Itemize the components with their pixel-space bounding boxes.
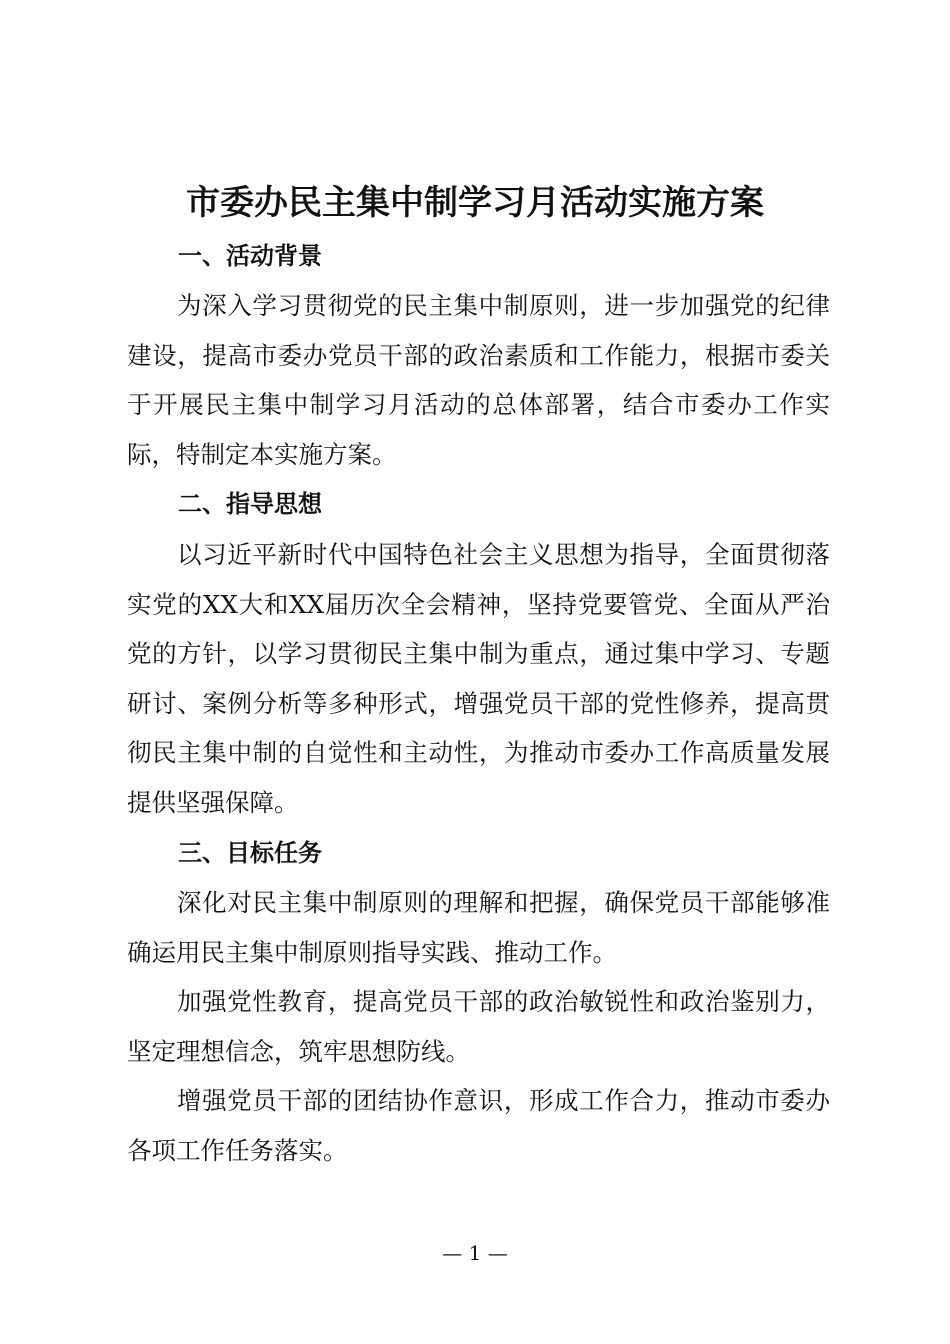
paragraph-background: 为深入学习贯彻党的民主集中制原则，进一步加强党的纪律建设，提高市委办党员干部的政治素质和工作能力，根据市委关于开展民主集中制学习月活动的总体部署，结合市委办工作实际，特制定本实施方案。 [127,291,830,469]
section-heading-background: 一、活动背景 [178,242,322,270]
paragraph-goal-3: 增强党员干部的团结协作意识，形成工作合力，推动市委办各项工作任务落实。 [127,1086,830,1165]
section-heading-guiding-thought: 二、指导思想 [178,490,322,518]
paragraph-goal-1: 深化对民主集中制原则的理解和把握，确保党员干部能够准确运用民主集中制原则指导实践、推动工作。 [127,888,830,967]
section-heading-goals: 三、目标任务 [178,839,322,867]
document-title: 市委办民主集中制学习月活动实施方案 [186,183,764,223]
paragraph-guiding-thought: 以习近平新时代中国特色社会主义思想为指导，全面贯彻落实党的XX大和XX届历次全会精神，坚持党要管党、全面从严治党的方针，以学习贯彻民主集中制为重点，通过集中学习、专题研讨、案例分析等多种形式，增强党员干部的党性修养，提高贯彻民主集中制的自觉性和主动性，为推动市委办工作高质量发展提供坚强保障。 [127,540,830,817]
page-number: — 1 — [442,1241,508,1265]
paragraph-goal-2: 加强党性教育，提高党员干部的政治敏锐性和政治鉴别力，坚定理想信念，筑牢思想防线。 [127,987,830,1066]
